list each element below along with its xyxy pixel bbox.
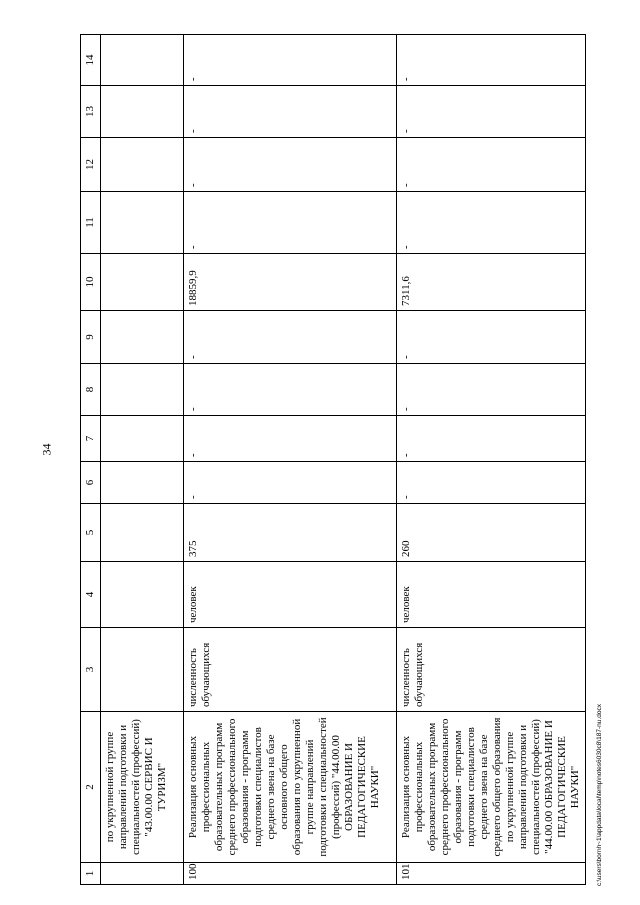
table-cell: численность обучающихся xyxy=(397,628,586,712)
table-cell xyxy=(101,254,184,311)
table-cell xyxy=(101,192,184,254)
table-cell: 100 xyxy=(184,863,397,885)
header-cell: 3 xyxy=(81,628,101,712)
table-cell xyxy=(101,311,184,364)
table-cell: 7311,6 xyxy=(397,254,586,311)
header-cell: 8 xyxy=(81,364,101,416)
table-row xyxy=(184,35,397,885)
table-cell: 18859,9 xyxy=(184,254,397,311)
table-row xyxy=(101,35,184,885)
footer-file-path: c:\users\bornh~1\appdata\local\temp\notes6030c8\187-nu.docx xyxy=(596,704,603,886)
data-table xyxy=(80,34,586,885)
table-cell: численность обучающихся xyxy=(184,628,397,712)
table-cell: - xyxy=(397,416,586,462)
table-cell: - xyxy=(184,35,397,86)
page-number: 34 xyxy=(39,443,54,456)
table-cell xyxy=(101,462,184,504)
table-cell: Реализация основных профессиональных образовательных программ среднего профессионального образования - программ подготовки специалистов среднего звена на базе среднего общего образования по укрупненной группе направлений подготовки и специальностей (профессий) "44.00.00 ОБРАЗОВАНИЕ И ПЕДАГОГИЧЕСКИЕ НАУКИ" xyxy=(397,712,586,863)
table-cell: - xyxy=(397,311,586,364)
table-cell: по укрупненной группе направлений подготовки и специальностей (профессий) "43.00.00 СЕРВИС И ТУРИЗМ" xyxy=(101,712,184,863)
header-cell: 2 xyxy=(81,712,101,863)
table-cell xyxy=(101,35,184,86)
table-cell: - xyxy=(397,35,586,86)
header-cell: 4 xyxy=(81,562,101,628)
table-cell: человек xyxy=(397,562,586,628)
table-cell: - xyxy=(184,364,397,416)
table-cell xyxy=(101,562,184,628)
table-cell: - xyxy=(184,86,397,138)
header-cell: 10 xyxy=(81,254,101,311)
table-cell: - xyxy=(184,192,397,254)
table-cell: 260 xyxy=(397,504,586,562)
table-cell: - xyxy=(184,138,397,192)
header-cell: 9 xyxy=(81,311,101,364)
header-cell: 5 xyxy=(81,504,101,562)
table-cell: - xyxy=(397,138,586,192)
table-cell xyxy=(101,863,184,885)
header-cell: 7 xyxy=(81,416,101,462)
table-cell xyxy=(101,504,184,562)
table-cell: 101 xyxy=(397,863,586,885)
table-cell: - xyxy=(184,311,397,364)
table-cell xyxy=(101,416,184,462)
table-cell: - xyxy=(397,462,586,504)
header-cell: 14 xyxy=(81,35,101,86)
table-cell xyxy=(101,364,184,416)
table-cell: - xyxy=(184,462,397,504)
table-cell: человек xyxy=(184,562,397,628)
table-cell: - xyxy=(184,416,397,462)
table-cell xyxy=(101,138,184,192)
table-cell: - xyxy=(397,192,586,254)
header-cell: 1 xyxy=(81,863,101,885)
table-cell: Реализация основных профессиональных образовательных программ среднего профессионального образования - программ подготовки специалистов среднего звена на базе основного общего образования по укрупненной группе направлений подготовки и специальностей (профессий) "44.00.00 ОБРАЗОВАНИЕ И ПЕДАГОГИЧЕСКИЕ НАУКИ" xyxy=(184,712,397,863)
table-cell: - xyxy=(397,364,586,416)
table-cell: - xyxy=(397,86,586,138)
header-cell: 13 xyxy=(81,86,101,138)
rotated-table-container xyxy=(80,35,585,885)
table-cell: 375 xyxy=(184,504,397,562)
table-row xyxy=(397,35,586,885)
table-cell xyxy=(101,86,184,138)
header-cell: 6 xyxy=(81,462,101,504)
header-cell: 12 xyxy=(81,138,101,192)
header-cell: 11 xyxy=(81,192,101,254)
header-row xyxy=(81,35,101,885)
table-cell xyxy=(101,628,184,712)
